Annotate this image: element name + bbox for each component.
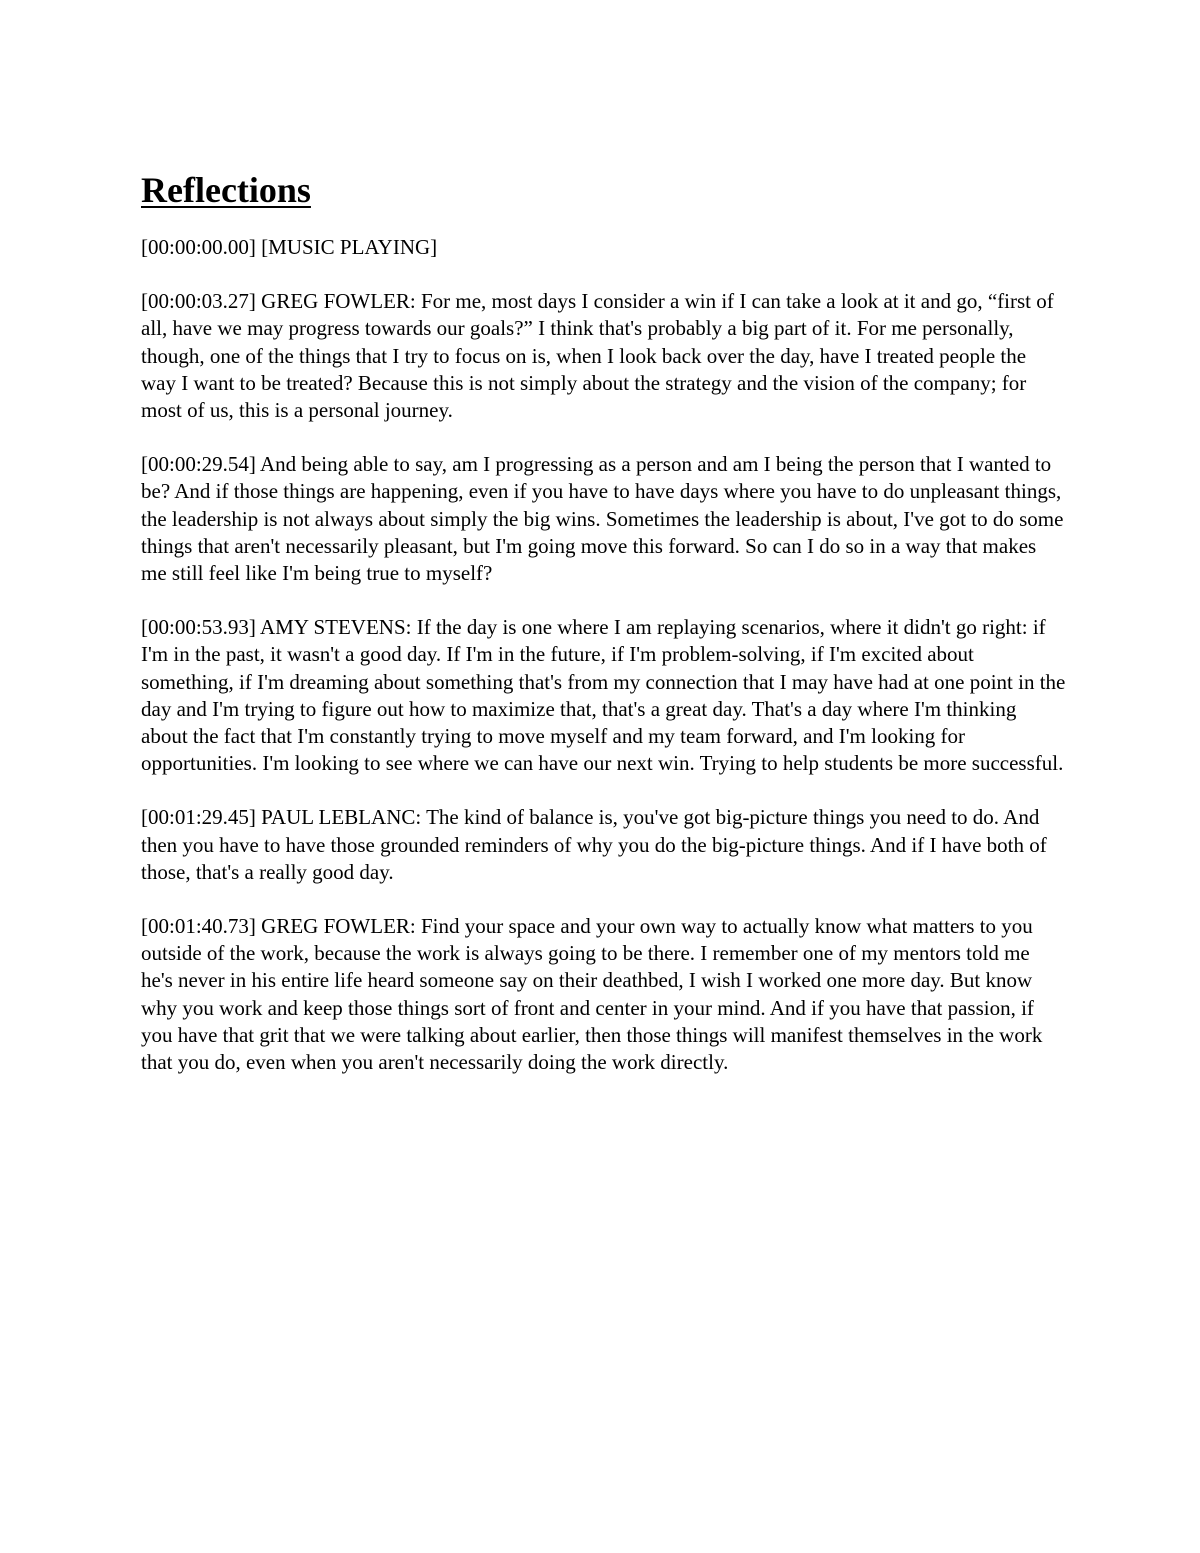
transcript-paragraph: [00:00:00.00] [MUSIC PLAYING] (141, 235, 438, 259)
transcript-paragraph: [00:01:40.73] GREG FOWLER: Find your space and your own way to actually know what matters to you outside of the work, because the work is always going to be there. I remember one of my mentors told me he's never in his entire life heard someone say on their deathbed, I wish I worked one more day. But know why you work and keep those things sort of front and center in your mind. And if you have that passion, if you have that grit that we were talking about earlier, then those things will manifest themselves in the work that you do, even when you aren't necessarily doing the work directly. (141, 914, 1043, 1075)
transcript-paragraph: [00:00:53.93] AMY STEVENS: If the day is one where I am replaying scenarios, where it didn't go right: if I'm in the past, it wasn't a good day. If I'm in the future, if I'm problem-solving, if I'm excited about something, if I'm dreaming about something that's from my connection that I may have had at one point in the day and I'm trying to figure out how to maximize that, that's a great day. That's a day where I'm thinking about the fact that I'm constantly trying to move myself and my team forward, and I'm looking for opportunities. I'm looking to see where we can have our next win. Trying to help students be more successful. (141, 615, 1066, 776)
transcript-paragraph: [00:00:03.27] GREG FOWLER: For me, most days I consider a win if I can take a look at it and go, “first of all, have we may progress towards our goals?” I think that's probably a big part of it. For me personally, though, one of the things that I try to focus on is, when I look back over the day, have I treated people the way I want to be treated? Because this is not simply about the strategy and the vision of the company; for most of us, this is a personal journey. (141, 289, 1054, 423)
document-title: Reflections (141, 170, 311, 210)
document-body (141, 168, 1066, 1103)
transcript-paragraph: [00:00:29.54] And being able to say, am I progressing as a person and am I being the person that I wanted to be? And if those things are happening, even if you have to have days where you have to do unpleasant things, the leadership is not always about simply the big wins. Sometimes the leadership is about, I've got to do some things that aren't necessarily pleasant, but I'm going move this forward. So can I do so in a way that makes me still feel like I'm being true to myself? (141, 452, 1064, 586)
transcript-paragraph: [00:01:29.45] PAUL LEBLANC: The kind of balance is, you've got big-picture things you need to do. And then you have to have those grounded reminders of why you do the big-picture things. And if I have both of those, that's a really good day. (141, 805, 1047, 884)
